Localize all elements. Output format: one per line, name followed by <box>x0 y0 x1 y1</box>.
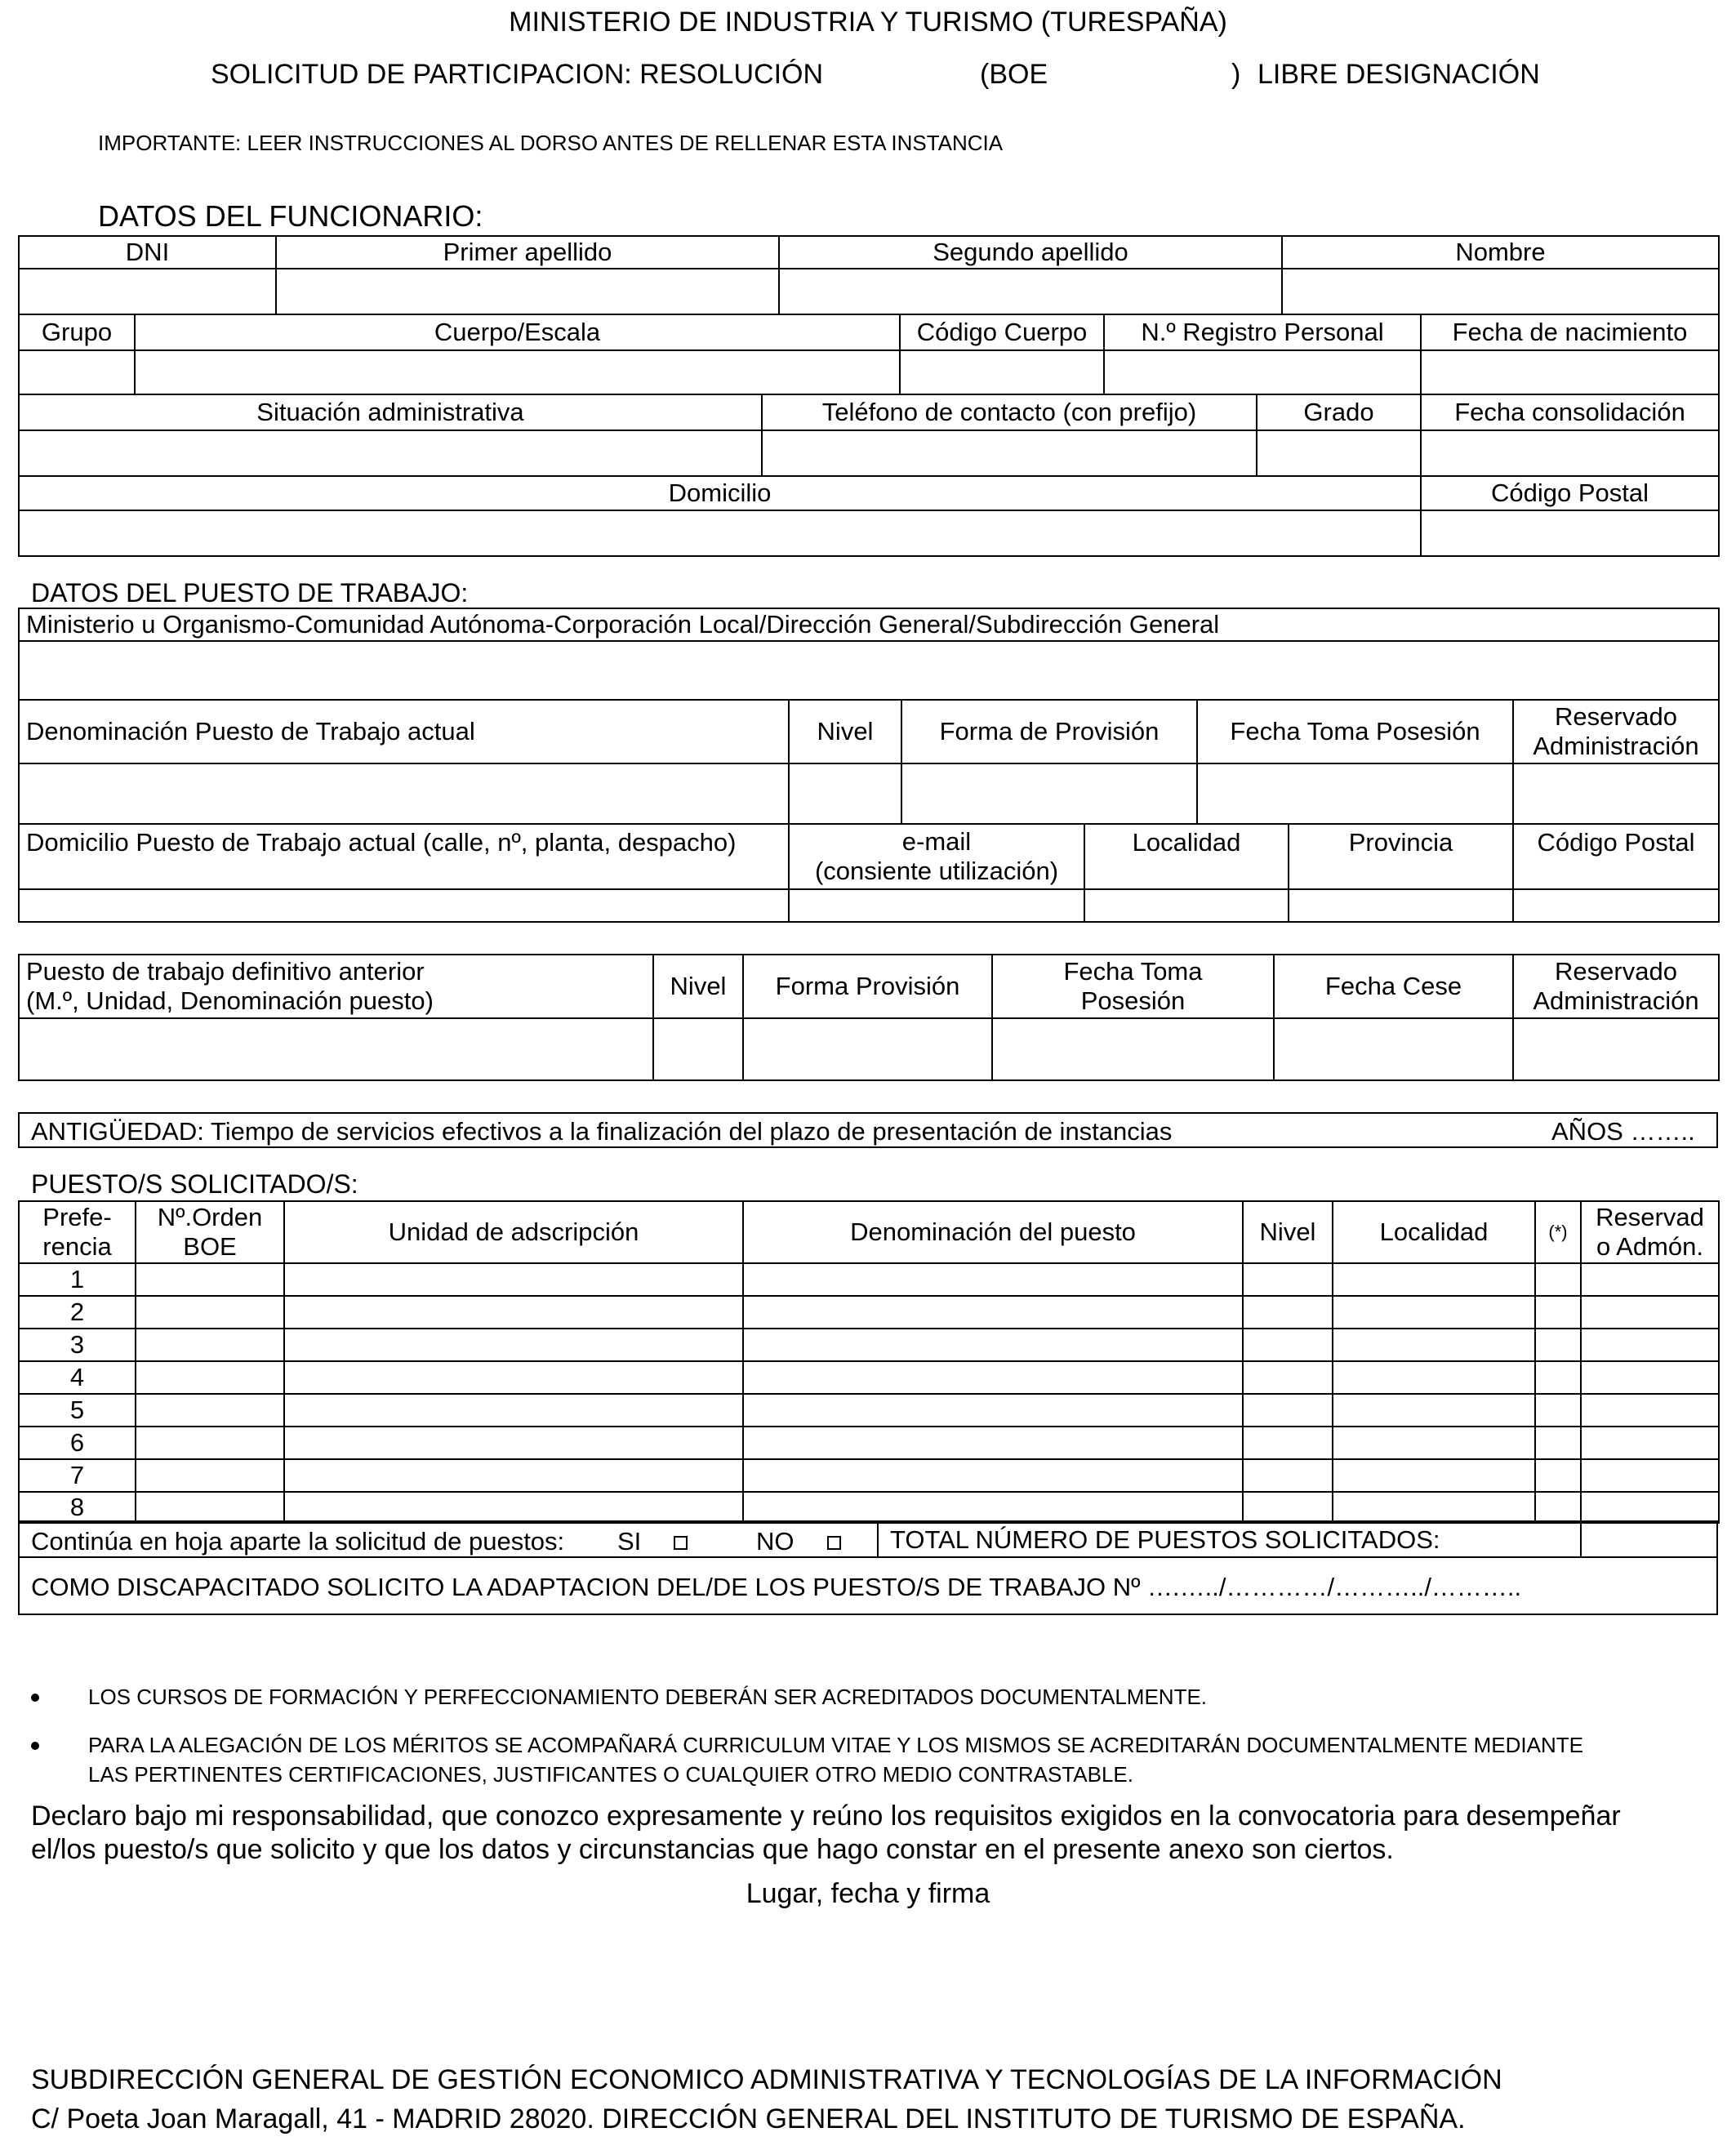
label-previous-cease-date: Fecha Cese <box>1274 955 1513 1018</box>
ministry-title: MINISTERIO DE INDUSTRIA Y TURISMO (TURESPAÑA) <box>509 7 1227 38</box>
label-previous-reserved <box>1513 955 1719 1018</box>
field-locality[interactable] <box>1333 1263 1535 1296</box>
field-current-level[interactable] <box>789 763 901 824</box>
field-locality[interactable] <box>1333 1459 1535 1492</box>
label-email <box>789 824 1084 889</box>
label-birth-date: Fecha de nacimiento <box>1421 314 1719 350</box>
field-group[interactable] <box>19 350 135 394</box>
field-unit[interactable] <box>284 1329 743 1361</box>
field-position-name[interactable] <box>743 1394 1243 1427</box>
field-unit[interactable] <box>284 1263 743 1296</box>
header-position-name: Denominación del puesto <box>743 1201 1243 1263</box>
bullet-icon <box>31 1694 39 1702</box>
field-position-name[interactable] <box>743 1296 1243 1329</box>
label-previous-level: Nivel <box>653 955 743 1018</box>
bullet-icon <box>31 1742 39 1750</box>
field-boe-order[interactable] <box>136 1263 284 1296</box>
field-corps[interactable] <box>135 350 900 394</box>
label-current-possession-date: Fecha Toma Posesión <box>1197 700 1513 763</box>
declaration-line-1: Declaro bajo mi responsabilidad, que conozco expresamente y reúno los requisitos exigidos en la convocatoria para desempeñar <box>31 1801 1621 1832</box>
label-previous-provision: Forma Provisión <box>743 955 992 1018</box>
label-phone: Teléfono de contacto (con prefijo) <box>762 394 1257 430</box>
label-registry-number: N.º Registro Personal <box>1104 314 1421 350</box>
field-admin-status[interactable] <box>19 430 762 476</box>
signature-label: Lugar, fecha y firma <box>746 1878 990 1909</box>
field-level[interactable] <box>1243 1459 1333 1492</box>
label-locality: Localidad <box>1084 824 1289 889</box>
official-table-row3 <box>18 394 1720 477</box>
label-current-position: Denominación Puesto de Trabajo actual <box>19 700 789 763</box>
field-boe-order[interactable] <box>136 1427 284 1459</box>
field-address[interactable] <box>19 510 1421 556</box>
label-postal-code: Código Postal <box>1421 476 1719 510</box>
table-row <box>19 1394 1719 1427</box>
field-dni[interactable] <box>19 269 276 314</box>
table-row <box>19 1427 1719 1459</box>
field-position-name[interactable] <box>743 1263 1243 1296</box>
continue-divider-2 <box>1580 1520 1582 1558</box>
field-previous-cease-date[interactable] <box>1274 1018 1513 1080</box>
official-table-row2 <box>18 314 1720 395</box>
preference-number: 5 <box>19 1394 136 1427</box>
note-merits-1: PARA LA ALEGACIÓN DE LOS MÉRITOS SE ACOMPAÑARÁ CURRICULUM VITAE Y LOS MISMOS SE ACREDITARÁN DOCUMENTALMENTE MEDIANTE <box>88 1733 1583 1757</box>
field-level[interactable] <box>1243 1492 1333 1523</box>
field-level[interactable] <box>1243 1361 1333 1394</box>
pref-line-2: rencia <box>42 1232 112 1261</box>
field-boe-order[interactable] <box>136 1329 284 1361</box>
no-label: NO <box>756 1527 795 1556</box>
table-row <box>19 1361 1719 1394</box>
field-asterisk[interactable] <box>1535 1329 1581 1361</box>
table-row <box>19 1329 1719 1361</box>
table-row <box>19 1263 1719 1296</box>
field-previous-position[interactable] <box>19 1018 653 1080</box>
preference-number: 7 <box>19 1459 136 1492</box>
field-province[interactable] <box>1289 889 1513 922</box>
header-preference <box>19 1201 136 1263</box>
preference-number: 6 <box>19 1427 136 1459</box>
field-position-name[interactable] <box>743 1361 1243 1394</box>
disabled-request[interactable]: COMO DISCAPACITADO SOLICITO LA ADAPTACION DEL/DE LOS PUESTO/S DE TRABAJO Nº ….…../…………/………../……….. <box>31 1573 1522 1601</box>
field-boe-order[interactable] <box>136 1492 284 1523</box>
note-courses: LOS CURSOS DE FORMACIÓN Y PERFECCIONAMIENTO DEBERÁN SER ACREDITADOS DOCUMENTALMENTE. <box>88 1685 1208 1709</box>
field-locality[interactable] <box>1333 1361 1535 1394</box>
field-unit[interactable] <box>284 1394 743 1427</box>
field-birth-date[interactable] <box>1421 350 1719 394</box>
res-line-1: Reservad <box>1596 1203 1704 1232</box>
label-job-postal-code: Código Postal <box>1513 824 1719 889</box>
field-boe-order[interactable] <box>136 1296 284 1329</box>
pref-line-1: Prefe- <box>42 1203 112 1232</box>
continue-divider-1 <box>877 1520 879 1558</box>
field-grade[interactable] <box>1257 430 1421 476</box>
field-unit[interactable] <box>284 1361 743 1394</box>
field-reserved[interactable] <box>1581 1492 1719 1523</box>
table-row <box>19 1492 1719 1523</box>
section-title-official: DATOS DEL FUNCIONARIO: <box>98 199 483 233</box>
note-merits-2: LAS PERTINENTES CERTIFICACIONES, JUSTIFICANTES O CUALQUIER OTRO MEDIO CONTRASTABLE. <box>88 1762 1133 1787</box>
field-name[interactable] <box>1282 269 1719 314</box>
field-ministry-org[interactable] <box>19 641 1719 700</box>
field-reserved[interactable] <box>1581 1427 1719 1459</box>
field-current-possession-date[interactable] <box>1197 763 1513 824</box>
field-consolidation-date[interactable] <box>1421 430 1719 476</box>
possession-line-2: Posesión <box>1080 986 1186 1015</box>
preference-number: 4 <box>19 1361 136 1394</box>
seniority-box <box>18 1112 1718 1148</box>
field-asterisk[interactable] <box>1535 1361 1581 1394</box>
field-unit[interactable] <box>284 1459 743 1492</box>
field-previous-possession[interactable] <box>992 1018 1274 1080</box>
header-level: Nivel <box>1243 1201 1333 1263</box>
field-current-provision[interactable] <box>901 763 1197 824</box>
field-previous-reserved[interactable] <box>1513 1018 1719 1080</box>
field-unit[interactable] <box>284 1296 743 1329</box>
official-table-row4 <box>18 475 1720 557</box>
no-checkbox[interactable] <box>827 1536 841 1550</box>
header-asterisk: (*) <box>1535 1201 1581 1263</box>
field-reserved[interactable] <box>1581 1459 1719 1492</box>
field-reserved[interactable] <box>1581 1296 1719 1329</box>
field-postal-code[interactable] <box>1421 510 1719 556</box>
job-address-table <box>18 823 1720 923</box>
field-first-surname[interactable] <box>276 269 779 314</box>
field-unit[interactable] <box>284 1427 743 1459</box>
si-checkbox[interactable] <box>674 1536 688 1550</box>
field-position-name[interactable] <box>743 1492 1243 1523</box>
prev-reserved-line-1: Reservado <box>1555 957 1677 986</box>
field-email[interactable] <box>789 889 1084 922</box>
field-job-address[interactable] <box>19 889 789 922</box>
continue-row <box>18 1520 1718 1558</box>
official-table-row1 <box>18 235 1720 315</box>
boe-open: (BOE <box>980 59 1048 90</box>
field-level[interactable] <box>1243 1427 1333 1459</box>
label-ministry-org: Ministerio u Organismo-Comunidad Autónoma-Corporación Local/Dirección General/Subdirección General <box>19 608 1719 641</box>
header-unit: Unidad de adscripción <box>284 1201 743 1263</box>
prev-reserved-line-2: Administración <box>1533 986 1699 1015</box>
continue-si[interactable] <box>617 1527 688 1556</box>
field-asterisk[interactable] <box>1535 1394 1581 1427</box>
field-position-name[interactable] <box>743 1427 1243 1459</box>
field-current-reserved[interactable] <box>1513 763 1719 824</box>
seniority-label: ANTIGÜEDAD: Tiempo de servicios efectivos a la finalización del plazo de presentación de instancias <box>31 1117 1173 1146</box>
field-job-postal-code[interactable] <box>1513 889 1719 922</box>
previous-line-2: (M.º, Unidad, Denominación puesto) <box>26 986 434 1015</box>
field-level[interactable] <box>1243 1394 1333 1427</box>
preference-number: 3 <box>19 1329 136 1361</box>
preference-number: 1 <box>19 1263 136 1296</box>
label-current-level: Nivel <box>789 700 901 763</box>
field-asterisk[interactable] <box>1535 1459 1581 1492</box>
label-current-reserved <box>1513 700 1719 763</box>
label-corps: Cuerpo/Escala <box>135 314 900 350</box>
field-current-position[interactable] <box>19 763 789 824</box>
field-previous-provision[interactable] <box>743 1018 992 1080</box>
field-locality[interactable] <box>1333 1296 1535 1329</box>
field-asterisk[interactable] <box>1535 1263 1581 1296</box>
field-asterisk[interactable] <box>1535 1427 1581 1459</box>
preference-number: 8 <box>19 1492 136 1523</box>
field-position-name[interactable] <box>743 1459 1243 1492</box>
section-title-job: DATOS DEL PUESTO DE TRABAJO: <box>31 578 469 608</box>
field-asterisk[interactable] <box>1535 1296 1581 1329</box>
footer-line-2: C/ Poeta Joan Maragall, 41 - MADRID 28020. DIRECCIÓN GENERAL DEL INSTITUTO DE TURISMO DE ESPAÑA. <box>31 2103 1466 2134</box>
job-ministry-table <box>18 608 1720 701</box>
field-phone[interactable] <box>762 430 1257 476</box>
section-title-requested: PUESTO/S SOLICITADO/S: <box>31 1169 358 1199</box>
preference-number: 2 <box>19 1296 136 1329</box>
field-reserved[interactable] <box>1581 1361 1719 1394</box>
field-boe-order[interactable] <box>136 1394 284 1427</box>
continue-label: Continúa en hoja aparte la solicitud de puestos: <box>31 1527 565 1556</box>
field-registry-number[interactable] <box>1104 350 1421 394</box>
previous-line-1: Puesto de trabajo definitivo anterior <box>26 957 425 986</box>
label-second-surname: Segundo apellido <box>779 236 1282 269</box>
job-current-table <box>18 699 1720 825</box>
field-level[interactable] <box>1243 1296 1333 1329</box>
table-row <box>19 1296 1719 1329</box>
label-address: Domicilio <box>19 476 1421 510</box>
field-previous-level[interactable] <box>653 1018 743 1080</box>
header-boe-order <box>136 1201 284 1263</box>
label-name: Nombre <box>1282 236 1719 269</box>
table-row <box>19 1459 1719 1492</box>
field-boe-order[interactable] <box>136 1459 284 1492</box>
total-label: TOTAL NÚMERO DE PUESTOS SOLICITADOS: <box>890 1525 1440 1554</box>
label-admin-status: Situación administrativa <box>19 394 762 430</box>
field-locality[interactable] <box>1084 889 1289 922</box>
field-reserved[interactable] <box>1581 1394 1719 1427</box>
boe-close: ) <box>1231 59 1241 90</box>
label-previous-possession <box>992 955 1274 1018</box>
field-unit[interactable] <box>284 1492 743 1523</box>
reserved-line-1: Reservado <box>1555 702 1677 732</box>
field-boe-order[interactable] <box>136 1361 284 1394</box>
previous-position-table <box>18 954 1720 1081</box>
label-corps-code: Código Cuerpo <box>900 314 1104 350</box>
label-province: Provincia <box>1289 824 1513 889</box>
order-line-1: Nº.Orden <box>157 1203 263 1232</box>
possession-line-1: Fecha Toma <box>1063 957 1203 986</box>
continue-no[interactable] <box>756 1527 841 1556</box>
field-reserved[interactable] <box>1581 1329 1719 1361</box>
field-locality[interactable] <box>1333 1427 1535 1459</box>
label-job-address: Domicilio Puesto de Trabajo actual (calle, nº, planta, despacho) <box>19 824 789 889</box>
si-label: SI <box>617 1527 642 1556</box>
field-locality[interactable] <box>1333 1329 1535 1361</box>
header-reserved <box>1581 1201 1719 1263</box>
seniority-years[interactable]: AÑOS …….. <box>1551 1117 1695 1146</box>
label-consolidation-date: Fecha consolidación <box>1421 394 1719 430</box>
requested-table <box>18 1200 1720 1524</box>
important-note: IMPORTANTE: LEER INSTRUCCIONES AL DORSO ANTES DE RELLENAR ESTA INSTANCIA <box>98 131 1004 155</box>
res-line-2: o Admón. <box>1596 1232 1703 1261</box>
email-line-1: e-mail <box>901 827 972 857</box>
label-dni: DNI <box>19 236 276 269</box>
field-reserved[interactable] <box>1581 1263 1719 1296</box>
field-second-surname[interactable] <box>779 269 1282 314</box>
request-title: SOLICITUD DE PARTICIPACION: RESOLUCIÓN <box>211 59 824 90</box>
order-line-2: BOE <box>183 1232 237 1261</box>
field-asterisk[interactable] <box>1535 1492 1581 1523</box>
label-first-surname: Primer apellido <box>276 236 779 269</box>
field-locality[interactable] <box>1333 1492 1535 1523</box>
label-group: Grupo <box>19 314 135 350</box>
field-level[interactable] <box>1243 1329 1333 1361</box>
header-locality: Localidad <box>1333 1201 1535 1263</box>
label-grade: Grado <box>1257 394 1421 430</box>
field-position-name[interactable] <box>743 1329 1243 1361</box>
disabled-row <box>18 1556 1718 1615</box>
field-locality[interactable] <box>1333 1394 1535 1427</box>
declaration-line-2: el/los puesto/s que solicito y que los datos y circunstancias que hago constar en el presente anexo son ciertos. <box>31 1834 1394 1865</box>
email-line-2: (consiente utilización) <box>814 857 1059 885</box>
free-designation: LIBRE DESIGNACIÓN <box>1257 59 1540 90</box>
footer-line-1: SUBDIRECCIÓN GENERAL DE GESTIÓN ECONOMICO ADMINISTRATIVA Y TECNOLOGÍAS DE LA INFORMACIÓN <box>31 2064 1502 2095</box>
field-level[interactable] <box>1243 1263 1333 1296</box>
label-current-provision: Forma de Provisión <box>901 700 1197 763</box>
reserved-line-2: Administración <box>1533 732 1699 760</box>
label-previous-position <box>19 955 653 1018</box>
field-corps-code[interactable] <box>900 350 1104 394</box>
